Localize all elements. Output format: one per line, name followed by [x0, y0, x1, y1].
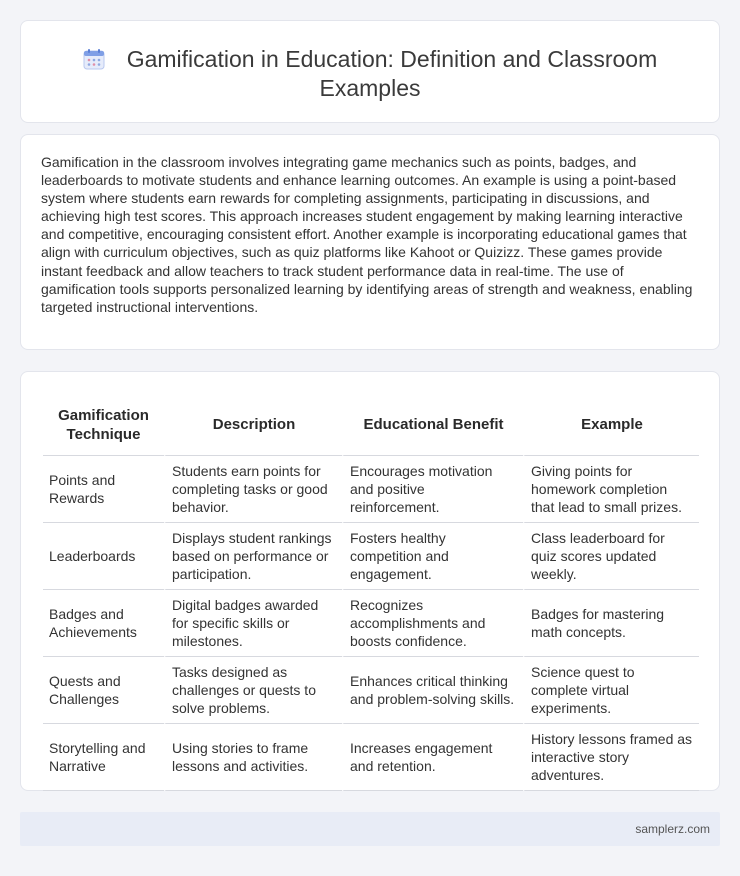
- cell-description: Tasks designed as challenges or quests to solve problems.: [164, 657, 342, 724]
- cell-description: Digital badges awarded for specific skills or milestones.: [164, 590, 342, 657]
- cell-example: Giving points for homework completion that lead to small prizes.: [523, 456, 699, 523]
- intro-paragraph: Gamification in the classroom involves integrating game mechanics such as points, badges, and leaderboards to motivate students and enhance learning outcomes. An example is using a point-based system where students earn rewards for completing assignments, participating in discussions, and achieving high test scores. This approach increases student engagement by making learning interactive and competitive, encouraging consistent effort. Another example is incorporating educational games that align with curriculum objectives, such as quiz platforms like Kahoot or Quizizz. These games provide instant feedback and allow teachers to track student performance data in real-time. The use of gamification tools supports personalized learning by identifying areas of strength and weakness, enabling targeted instructional interventions.: [41, 154, 693, 315]
- cell-technique: Points and Rewards: [43, 456, 164, 523]
- cell-description: Displays student rankings based on performance or participation.: [164, 523, 342, 590]
- table-card: [20, 371, 720, 791]
- cell-benefit: Fosters healthy competition and engagement.: [342, 523, 523, 590]
- title-card: [20, 20, 720, 123]
- intro-card: [20, 134, 720, 350]
- column-header-description: Description: [164, 394, 342, 456]
- cell-technique: Storytelling and Narrative: [43, 724, 164, 791]
- table-row: [43, 523, 699, 590]
- cell-example: Class leaderboard for quiz scores updated weekly.: [523, 523, 699, 590]
- cell-benefit: Recognizes accomplishments and boosts confidence.: [342, 590, 523, 657]
- cell-benefit: Increases engagement and retention.: [342, 724, 523, 791]
- gamification-table: [43, 394, 699, 791]
- table-row: [43, 456, 699, 523]
- cell-technique: Quests and Challenges: [43, 657, 164, 724]
- cell-benefit: Enhances critical thinking and problem-solving skills.: [342, 657, 523, 724]
- calendar-icon: [83, 48, 105, 70]
- cell-benefit: Encourages motivation and positive reinforcement.: [342, 456, 523, 523]
- cell-example: Badges for mastering math concepts.: [523, 590, 699, 657]
- footer-bar: [20, 812, 720, 846]
- footer-site-link[interactable]: samplerz.com: [635, 822, 710, 836]
- page-title-wrap: [21, 45, 719, 103]
- column-header-example: Example: [523, 394, 699, 456]
- table-row: [43, 724, 699, 791]
- cell-example: Science quest to complete virtual experiments.: [523, 657, 699, 724]
- table-header-row: [43, 394, 699, 456]
- column-header-technique: Gamification Technique: [43, 394, 164, 456]
- cell-technique: Leaderboards: [43, 523, 164, 590]
- table-row: [43, 590, 699, 657]
- page-title: Gamification in Education: Definition and Classroom Examples: [126, 46, 658, 101]
- table-row: [43, 657, 699, 724]
- cell-description: Using stories to frame lessons and activities.: [164, 724, 342, 791]
- cell-example: History lessons framed as interactive story adventures.: [523, 724, 699, 791]
- cell-technique: Badges and Achievements: [43, 590, 164, 657]
- column-header-benefit: Educational Benefit: [342, 394, 523, 456]
- cell-description: Students earn points for completing tasks or good behavior.: [164, 456, 342, 523]
